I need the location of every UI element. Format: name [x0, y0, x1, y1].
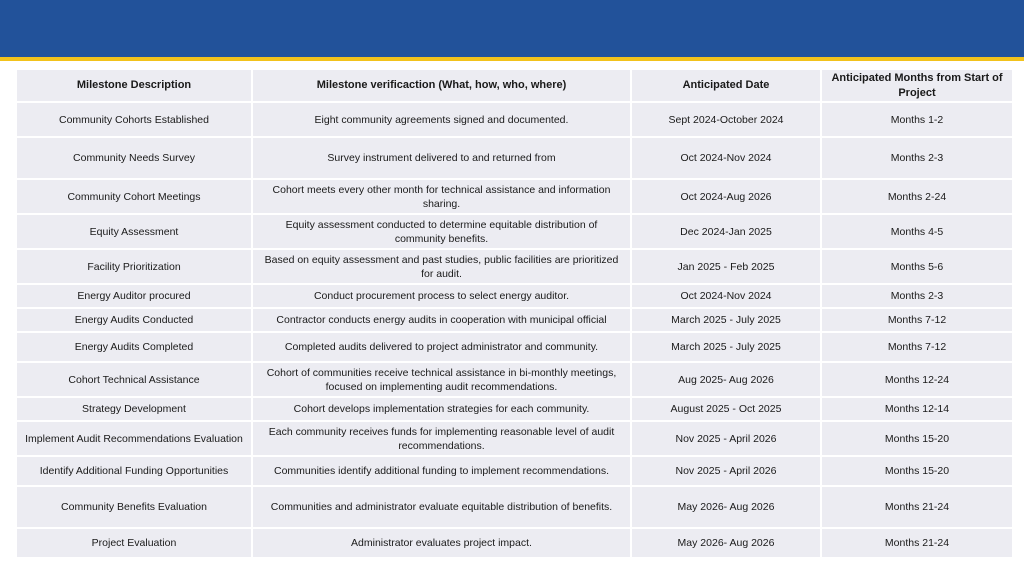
table-row [17, 398, 1012, 422]
table-row [17, 103, 1012, 138]
cell-verification: Each community receives funds for implementing reasonable level of audit recommendations. [253, 422, 632, 457]
cell-months: Months 21-24 [822, 529, 1012, 559]
cell-date: Aug 2025- Aug 2026 [632, 363, 822, 398]
table-row [17, 285, 1012, 309]
table-row [17, 422, 1012, 457]
cell-date: Oct 2024-Aug 2026 [632, 180, 822, 215]
cell-description: Community Cohort Meetings [17, 180, 253, 215]
cell-months: Months 12-14 [822, 398, 1012, 422]
cell-date: Oct 2024-Nov 2024 [632, 285, 822, 309]
table-row [17, 180, 1012, 215]
cell-date: Nov 2025 - April 2026 [632, 457, 822, 487]
header-anticipated-date: Anticipated Date [632, 70, 822, 103]
milestone-table [17, 70, 1012, 559]
cell-date: March 2025 - July 2025 [632, 333, 822, 363]
cell-description: Identify Additional Funding Opportunities [17, 457, 253, 487]
cell-description: Project Evaluation [17, 529, 253, 559]
cell-verification: Communities identify additional funding to implement recommendations. [253, 457, 632, 487]
cell-date: August 2025 - Oct 2025 [632, 398, 822, 422]
cell-verification: Equity assessment conducted to determine equitable distribution of community benefits. [253, 215, 632, 250]
cell-description: Energy Auditor procured [17, 285, 253, 309]
cell-description: Energy Audits Completed [17, 333, 253, 363]
table-row [17, 333, 1012, 363]
cell-verification: Based on equity assessment and past studies, public facilities are prioritized for audit. [253, 250, 632, 285]
cell-months: Months 5-6 [822, 250, 1012, 285]
cell-months: Months 12-24 [822, 363, 1012, 398]
cell-description: Implement Audit Recommendations Evaluation [17, 422, 253, 457]
cell-date: Oct 2024-Nov 2024 [632, 138, 822, 180]
cell-months: Months 1-2 [822, 103, 1012, 138]
header-banner [0, 0, 1024, 57]
cell-description: Energy Audits Conducted [17, 309, 253, 333]
cell-date: Sept 2024-October 2024 [632, 103, 822, 138]
cell-description: Facility Prioritization [17, 250, 253, 285]
cell-months: Months 21-24 [822, 487, 1012, 529]
table-row [17, 363, 1012, 398]
cell-verification: Completed audits delivered to project administrator and community. [253, 333, 632, 363]
table-row [17, 215, 1012, 250]
table-row [17, 250, 1012, 285]
cell-months: Months 7-12 [822, 309, 1012, 333]
header-accent-stripe [0, 57, 1024, 61]
cell-description: Community Needs Survey [17, 138, 253, 180]
cell-description: Community Benefits Evaluation [17, 487, 253, 529]
cell-months: Months 4-5 [822, 215, 1012, 250]
header-milestone-verification: Milestone verificaction (What, how, who, where) [253, 70, 632, 103]
table-row [17, 529, 1012, 559]
cell-months: Months 2-3 [822, 285, 1012, 309]
cell-verification: Eight community agreements signed and documented. [253, 103, 632, 138]
cell-months: Months 15-20 [822, 457, 1012, 487]
cell-description: Cohort Technical Assistance [17, 363, 253, 398]
milestone-table-container [17, 70, 1012, 559]
cell-date: March 2025 - July 2025 [632, 309, 822, 333]
cell-description: Equity Assessment [17, 215, 253, 250]
cell-date: Nov 2025 - April 2026 [632, 422, 822, 457]
table-row [17, 457, 1012, 487]
table-row [17, 487, 1012, 529]
cell-description: Strategy Development [17, 398, 253, 422]
cell-verification: Communities and administrator evaluate equitable distribution of benefits. [253, 487, 632, 529]
cell-verification: Conduct procurement process to select energy auditor. [253, 285, 632, 309]
table-row [17, 138, 1012, 180]
cell-verification: Survey instrument delivered to and returned from [253, 138, 632, 180]
cell-verification: Cohort meets every other month for technical assistance and information sharing. [253, 180, 632, 215]
header-milestone-description: Milestone Description [17, 70, 253, 103]
cell-months: Months 7-12 [822, 333, 1012, 363]
table-header-row [17, 70, 1012, 103]
table-row [17, 309, 1012, 333]
cell-verification: Cohort develops implementation strategies for each community. [253, 398, 632, 422]
cell-verification: Contractor conducts energy audits in cooperation with municipal official [253, 309, 632, 333]
cell-months: Months 2-3 [822, 138, 1012, 180]
cell-date: Dec 2024-Jan 2025 [632, 215, 822, 250]
cell-date: Jan 2025 - Feb 2025 [632, 250, 822, 285]
cell-date: May 2026- Aug 2026 [632, 529, 822, 559]
cell-description: Community Cohorts Established [17, 103, 253, 138]
cell-verification: Cohort of communities receive technical assistance in bi-monthly meetings, focused on implementing audit recommendations. [253, 363, 632, 398]
header-anticipated-months: Anticipated Months from Start of Project [822, 70, 1012, 103]
cell-verification: Administrator evaluates project impact. [253, 529, 632, 559]
cell-date: May 2026- Aug 2026 [632, 487, 822, 529]
cell-months: Months 2-24 [822, 180, 1012, 215]
cell-months: Months 15-20 [822, 422, 1012, 457]
